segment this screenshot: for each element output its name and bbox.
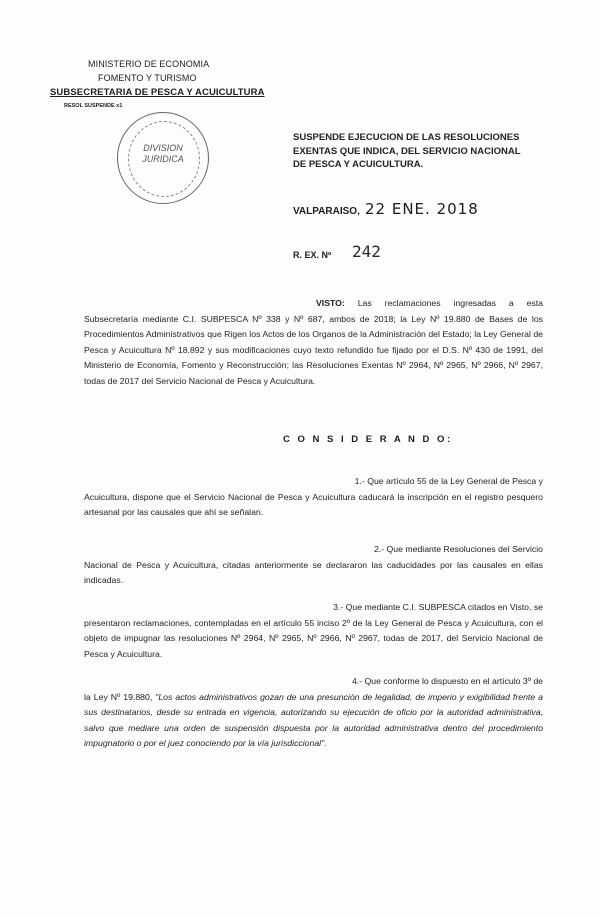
considerando-item-2 [84,542,543,589]
considerando-title: C O N S I D E R A N D O: [283,434,453,445]
place-label: VALPARAISO, [293,206,360,217]
item-2-first-line: 2.- Que mediante Resoluciones del Servicio [373,544,543,554]
item-4-quote: "Los actos administrativos gozan de una presunción de legalidad, de imperio y exigibilidad frente a sus destinatarios, desde su entrada en vigencia, autorizando su ejecución de oficio por la autoridad administrativa, salvo que mediare una orden de suspensión dispuesta por la autoridad administrativa dentro del procedimiento impugnatorio o por el juez conociendo por la vía jurisdiccional". [84,691,543,749]
document-ref-code: RESOL SUSPENDE x1 [64,103,123,109]
resolution-subject [293,131,553,172]
juridical-division-stamp [117,112,209,204]
subject-line-3: DE PESCA Y ACUICULTURA. [293,159,424,170]
visto-section [84,296,543,390]
item-3-text: presentaron reclamaciones, contempladas en el artículo 55 inciso 2º de la Ley General de Pesca y Acuicultura, con el objeto de impugnar las resoluciones Nº 2964, Nº 2965, Nº 2966, Nº 2967, todas de 2017, del Servicio Nacional de Pesca y Acuicultura. [84,617,543,659]
stamp-line-1: DIVISION [143,143,183,153]
resolution-date: 22 ENE. 2018 [365,200,479,218]
subject-line-2: EXENTAS QUE INDICA, DEL SERVICIO NACIONAL [293,145,521,157]
resolution-number-label: R. EX. Nº [293,250,332,260]
resolution-number: 242 [352,242,381,261]
ministry-subname: FOMENTO Y TURISMO [98,73,197,83]
item-4-lead: la Ley Nº 19.880, [84,691,156,702]
item-3-first-line: 3.- Que mediante C.I. SUBPESCA citados en Visto, se [333,602,543,612]
considerando-item-4 [84,674,543,752]
visto-text-first-line: Las reclamaciones ingresadas a esta [357,298,543,308]
stamp-line-2: JURIDICA [142,154,184,164]
considerando-item-1 [84,474,543,521]
visto-text: Subsecretaría mediante C.I. SUBPESCA Nº 338 y Nº 687, ambos de 2018; la Ley Nº 19.880 de Bases de los Procedimientos Administrativos que Rigen los Actos de los Organos de la Administración del Estado; la Ley General de Pesca y Acuicultura Nº 18.892 y sus modificaciones cuyo texto refundido fue fijado por el D.S. Nº 430 de 1991, del Ministerio de Economía, Fomento y Reconstrucción; las Resoluciones Exentas Nº 2964, Nº 2965, Nº 2966, Nº 2967, todas de 2017 del Servicio Nacional de Pesca y Acuicultura. [84,313,543,386]
item-2-text: Nacional de Pesca y Acuicultura, citadas anteriormente se declararon las caducidades por las causales en ellas indicadas. [84,559,543,586]
subject-line-1: SUSPENDE EJECUCION DE LAS RESOLUCIONES [293,132,520,143]
considerando-item-3 [84,600,543,662]
ministry-name: MINISTERIO DE ECONOMIA [88,59,210,69]
visto-keyword: VISTO: [316,298,345,308]
item-4-first-line: 4.- Que conforme lo dispuesto en el artículo 3º de [351,676,543,686]
item-1-first-line: 1.- Que artículo 55 de la Ley General de Pesca y [354,476,543,486]
undersecretariat-name: SUBSECRETARIA DE PESCA Y ACUICULTURA [50,87,265,98]
item-1-text: Acuicultura, dispone que el Servicio Nacional de Pesca y Acuicultura caducará la inscripción en el registro pesquero artesanal por las causales que ahí se señalan. [84,491,543,518]
stamp-inner-ring [128,121,200,197]
